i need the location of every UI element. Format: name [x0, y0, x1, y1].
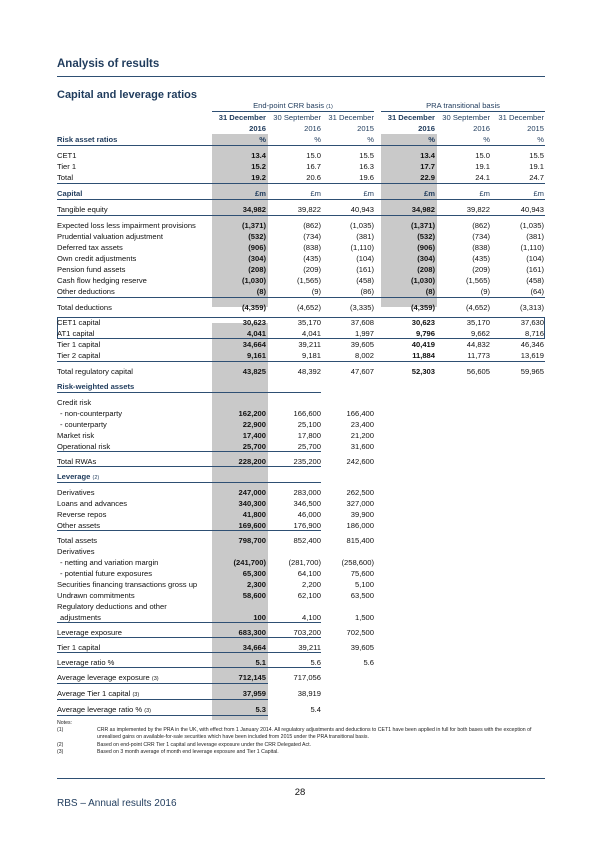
page-heading: Analysis of results	[57, 58, 160, 70]
capital-leverage-table	[57, 101, 545, 716]
table-row: Tier 1 capital 34,664 39,211 39,605 40,419 44,832 46,346	[57, 340, 544, 349]
leverage-header: Leverage (2)	[57, 471, 545, 483]
table-row: Market risk 17,400 17,800 21,200	[57, 431, 374, 440]
leverage-ratio-row: Leverage ratio % 5.1 5.6 5.6	[57, 657, 545, 668]
table-row: CET1 capital 30,623 35,170 37,608 30,623 35,170 37,630	[57, 318, 544, 327]
column-header-row-2: 2016 2016 2015 2016 2016 2015	[249, 124, 544, 133]
table-row: Other deductions (8) (9) (86) (8) (9) (64)	[57, 287, 544, 296]
table-row: Pension fund assets (208) (209) (161) (208) (209) (161)	[57, 265, 544, 274]
table-row: Cash flow hedging reserve (1,030) (1,565) (458) (1,030) (1,565) (458)	[57, 276, 544, 285]
table-row: Credit risk	[57, 398, 92, 407]
heading-divider	[57, 76, 545, 77]
notes-section	[57, 720, 545, 756]
table-row: Tier 2 capital 9,161 9,181 8,002 11,884 11,773 13,619	[57, 351, 544, 360]
table-row: - potential future exposures 65,300 64,100 75,600	[60, 569, 374, 578]
table-row: Average Tier 1 capital (3) 37,959 38,919	[57, 689, 321, 698]
capital-header: Capital £m £m £m £m £m £m	[57, 189, 544, 198]
table-row: - counterparty 22,900 25,100 23,400	[60, 420, 374, 429]
table-row: Average leverage ratio % (3) 5.3 5.4	[57, 705, 321, 714]
footer-divider	[57, 778, 545, 779]
group-header-transitional: PRA transitional basis	[381, 101, 545, 112]
table-row: Deferred tax assets (906) (838) (1,110) (906) (838) (1,110)	[57, 243, 544, 252]
note-1: (1) CRR as implemented by the PRA in the UK, with effect from 1 January 2014. All regulatory adjustments and deductions to CET1 have been applied in full for both bases with the exception of unrealised gains on available-for-sale securities which have been included from 2015 under the PRA transitional basis.	[57, 727, 532, 741]
page-number: 28	[294, 787, 306, 798]
note-2: (2) Based on end-point CRR Tier 1 capital and leverage exposure under the CRR Delegated Act.	[57, 741, 311, 748]
table-row: adjustments 100 4,100 1,500	[57, 612, 545, 623]
total-deductions-row: Total deductions (4,359) (4,652) (3,335) (4,359) (4,652) (3,313)	[57, 303, 544, 312]
note-3: (3) Based on 3 month average of month end leverage exposure and Tier 1 Capital.	[57, 748, 279, 755]
total-rwas-row: Total RWAs 228,200 235,200 242,600	[57, 456, 545, 467]
table-row: Average leverage exposure (3) 712,145 717,056	[57, 673, 321, 682]
table-row: Other assets 169,600 176,900 186,000	[57, 520, 545, 531]
table-row: Total 19.2 20.6 19.6 22.9 24.1 24.7	[57, 173, 544, 182]
table-row: Tier 1 capital 34,664 39,211 39,605	[57, 642, 545, 653]
table-row: Tangible equity 34,982 39,822 40,943 34,982 39,822 40,943	[57, 205, 544, 214]
table-row: Own credit adjustments (304) (435) (104) (304) (435) (104)	[57, 254, 544, 263]
table-row: Prudential valuation adjustment (532) (734) (381) (532) (734) (381)	[57, 232, 544, 241]
total-regulatory-capital-row: Total regulatory capital 43,825 48,392 47,607 52,303 56,605 59,965	[57, 367, 544, 376]
table-row: Operational risk 25,700 25,700 31,600	[57, 441, 545, 452]
table-row: Reverse repos 41,800 46,000 39,900	[57, 510, 374, 519]
total-assets-row: Total assets 798,700 852,400 815,400	[57, 536, 374, 545]
table-row: CET1 13.4 15.0 15.5 13.4 15.0 15.5	[57, 151, 544, 160]
table-row: Tier 1 15.2 16.7 16.3 17.7 19.1 19.1	[57, 162, 544, 171]
risk-asset-ratios-header: Risk asset ratios % % % % % %	[57, 135, 544, 144]
rwa-header: Risk-weighted assets	[57, 381, 545, 393]
table-row: Derivatives	[57, 547, 95, 556]
table-row: - non-counterparty 162,200 166,600 166,400	[60, 409, 374, 418]
footer-title: RBS – Annual results 2016	[57, 798, 177, 809]
group-header-endpoint: End-point CRR basis (1)	[212, 101, 374, 112]
table-row: Expected loss less impairment provisions (1,371) (862) (1,035) (1,371) (862) (1,035)	[57, 221, 544, 230]
section-title: Capital and leverage ratios	[57, 89, 197, 101]
table-row: - netting and variation margin (241,700) (281,700) (258,600)	[60, 558, 374, 567]
table-row: Regulatory deductions and other	[57, 602, 167, 611]
table-row: AT1 capital 4,041 4,041 1,997 9,796 9,662 8,716	[57, 329, 544, 338]
table-row: Securities financing transactions gross up 2,300 2,200 5,100	[57, 580, 374, 589]
table-row: Derivatives 247,000 283,000 262,500	[57, 488, 374, 497]
notes-title: Notes:	[57, 720, 72, 726]
table-row: Undrawn commitments 58,600 62,100 63,500	[57, 591, 374, 600]
column-header-row-1: 31 December 30 September 31 December 31 December 30 September 31 December	[218, 113, 544, 122]
table-row: Loans and advances 340,300 346,500 327,000	[57, 499, 374, 508]
leverage-exposure-row: Leverage exposure 683,300 703,200 702,500	[57, 627, 545, 638]
